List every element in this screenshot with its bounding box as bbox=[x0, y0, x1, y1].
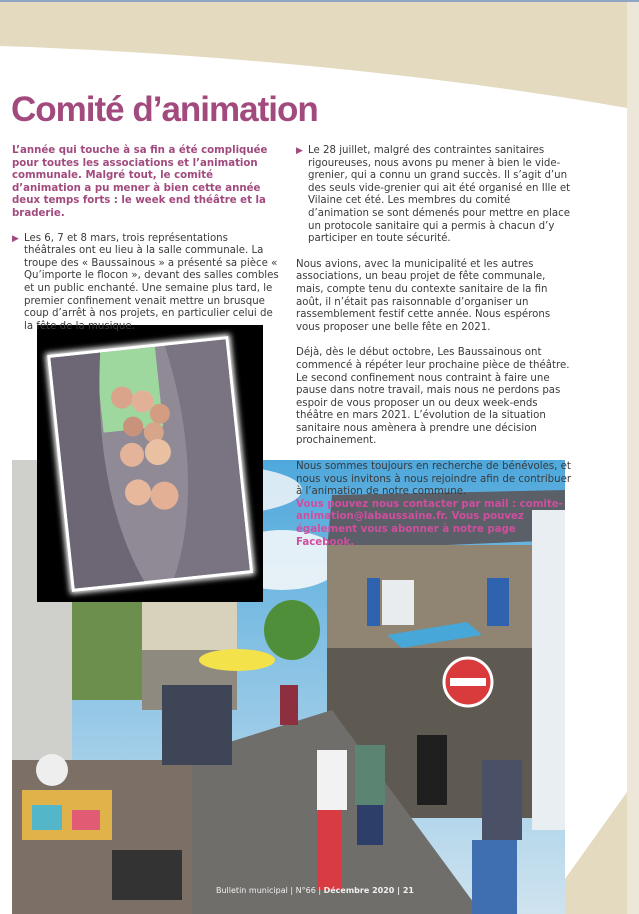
footer-date-page: Décembre 2020 | 21 bbox=[323, 886, 414, 895]
footer-publication: Bulletin municipal | N°66 | bbox=[216, 886, 324, 895]
left-column bbox=[12, 145, 280, 333]
page-margin bbox=[627, 2, 639, 914]
bullet-arrow-icon: ▶ bbox=[12, 233, 19, 244]
page-title: Comité d’animation bbox=[11, 90, 318, 129]
volunteers-paragraph: Nous sommes toujours en recherche de bénévoles, et nous vous invitons à nous rejoindre afin de contribuer à l’animation de notre commune. bbox=[296, 461, 572, 498]
page-footer bbox=[216, 886, 414, 895]
bulletin-page bbox=[0, 2, 627, 914]
troupe-curtain-illustration bbox=[37, 325, 263, 602]
vide-grenier-text: Le 28 juillet, malgré des contraintes sanitaires rigoureuses, nous avons pu mener à bien le vide-grenier, qui a connu un grand succès. Il s’agit d’un des seuls vide-grenier qui ait été organisé en Ille et Vilaine cet été. Les membres du comité d’animation se sont démenés pour mettre en place un protocole sanitaire qui a permis à chacun d’y participer en toute sécurité. bbox=[308, 145, 571, 245]
theatre-rehearsal-paragraph: Déjà, dès le début octobre, Les Baussainous ont commencé à répéter leur prochaine pièce de théâtre. Le second confinement nous contraint à faire une pause dans notre travail, mais nous ne perdons pas espoir de vous proposer un ou deux week-ends théâtre en mars 2021. L’évolution de la situation sanitaire nous amènera à prendre une décision prochainement. bbox=[296, 347, 570, 447]
contact-paragraph: Vous pouvez nous contacter par mail : comite-animation@labaussaine.fr. Vous pouvez également vous abonner à notre page Facebook. bbox=[296, 498, 563, 548]
bullet-arrow-icon: ▶ bbox=[296, 146, 303, 156]
theatre-troupe-photo bbox=[37, 325, 263, 602]
fete-communale-paragraph: Nous avions, avec la municipalité et les autres associations, un beau projet de fête communale, mais, compte tenu du contexte sanitaire de la fin août, il n’était pas raisonnable d’organiser un rassemblement festif cette année. Nous espérons vous proposer une belle fête en 2021. bbox=[296, 258, 551, 333]
vide-grenier-item bbox=[296, 145, 574, 246]
theatre-weekend-item bbox=[12, 233, 280, 334]
intro-paragraph: L’année qui touche à sa fin a été compliquée pour toutes les associations et l’animation communale. Malgré tout, le comité d’animation a pu mener à bien cette année deux temps forts : le week end théâtre et la braderie. bbox=[12, 145, 268, 219]
theatre-weekend-text: Les 6, 7 et 8 mars, trois représentations théâtrales ont eu lieu à la salle communale. La troupe des « Baussainous » a présenté sa pièce « Qu’importe le flocon », devant des salles combles et un public enchanté. Une semaine plus tard, le premier confinement venait mettre un brusque coup d’arrêt à nos projets, en particulier celui de la fête de la musique. bbox=[24, 232, 279, 332]
right-column bbox=[296, 145, 574, 549]
